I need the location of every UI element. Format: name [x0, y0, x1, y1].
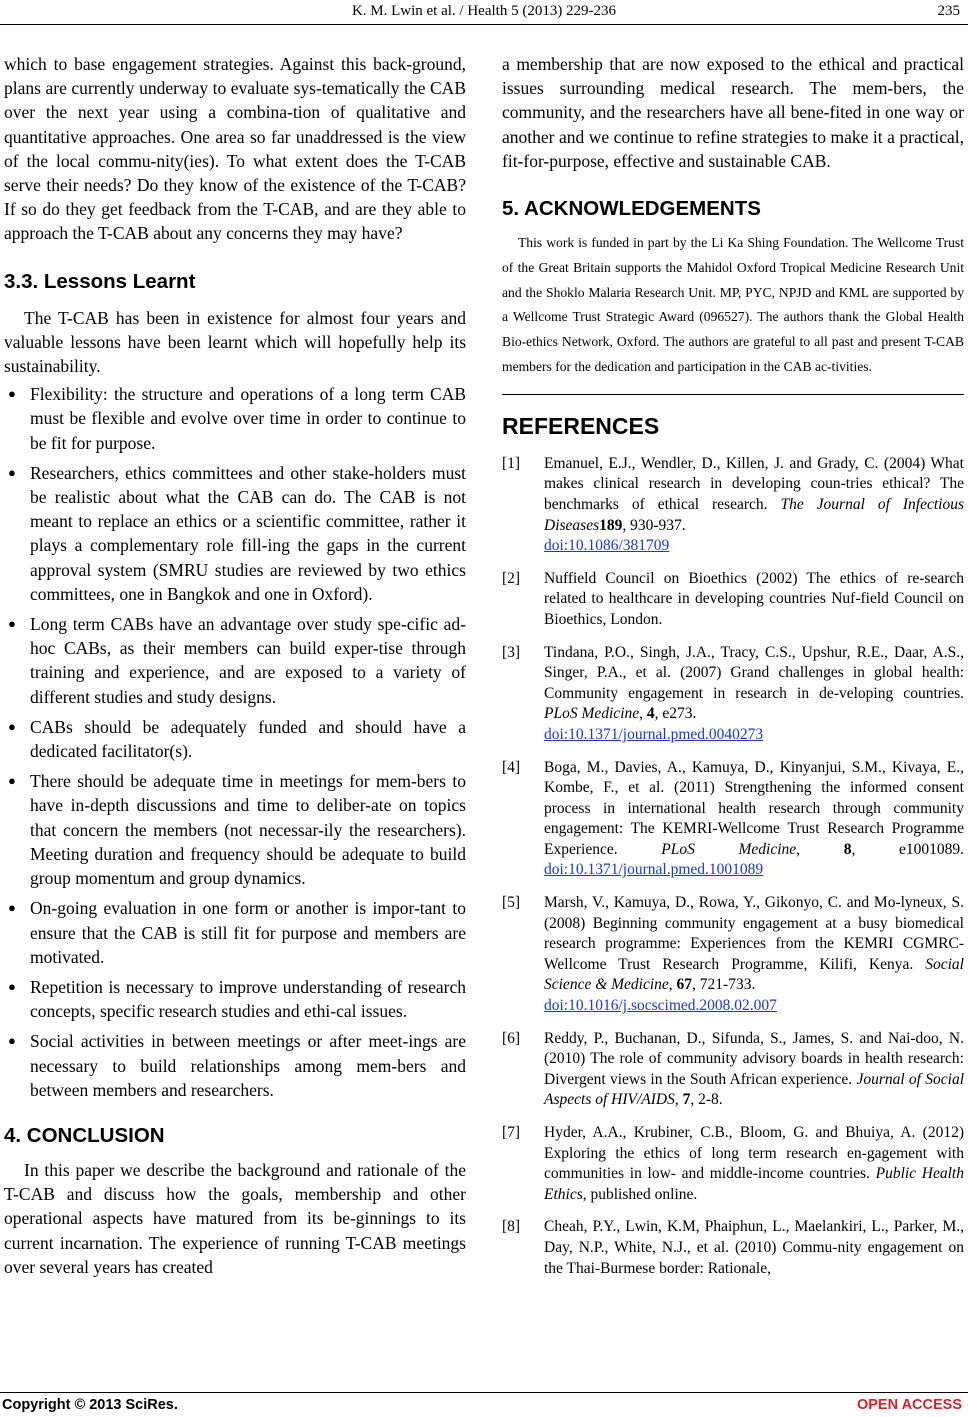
- reference-item: [502, 1217, 964, 1279]
- reference-pages: , 2-8.: [690, 1091, 723, 1109]
- reference-pages: , 930-937.: [622, 516, 686, 534]
- right-column: [502, 52, 964, 1291]
- reference-journal: The Journal of Infectious Diseases: [544, 495, 965, 534]
- reference-number: [2]: [502, 569, 521, 587]
- section-heading-acknowledgements: 5. ACKNOWLEDGEMENTS: [502, 197, 761, 221]
- reference-item: [5] Marsh, V., Kamuya, D., Rowa, Y., Gikonyo, C. and Mo-lyneux, S. (2008) Beginning community engagement at a busy biomedical research programme: Experiences from the KEMRI CGMRC-Wellcome Trust Research Programme, Kilifi, Kenya. Social Science & Medicine, 67, 721-733. doi:10.1016/j.socscimed.2008.02.007: [502, 894, 964, 1015]
- list-item-text: Flexibility: the structure and operations of a long term CAB must be flexible and evolve over time in order to continue to be fit for purpose.: [30, 384, 466, 453]
- page-number: 235: [937, 3, 960, 19]
- reference-volume: 189: [599, 516, 623, 534]
- left-column: [4, 52, 466, 1279]
- reference-journal: Public Health Ethics: [544, 1165, 964, 1203]
- open-access-label: OPEN ACCESS: [856, 1397, 962, 1413]
- reference-text: Emanuel, E.J., Wendler, D., Killen, J. and Grady, C. (2004) What makes clinical research in developing coun-tries ethical? The benchmarks of ethical research.: [544, 454, 964, 513]
- list-item-text: Social activities in between meetings or after meet-ings are necessary to build relationships among mem-bers and between members and researchers.: [30, 1031, 466, 1100]
- list-item: [4, 896, 466, 969]
- reference-list: [502, 454, 964, 1279]
- bullet-icon: ●: [8, 978, 16, 994]
- reference-item: [502, 1123, 964, 1205]
- doi-link[interactable]: doi:10.1371/journal.pmed.0040273: [544, 725, 764, 743]
- reference-number: [3]: [502, 643, 521, 661]
- reference-item: [4] Boga, M., Davies, A., Kamuya, D., Kinyanjui, S.M., Kivaya, E., Kombe, F., et al. (2011) Strengthening the informed consent process in international health research through community engagement: The KEMRI-Wellcome Trust Research Programme Experience. PLoS Medicine, 8, e1001089. doi:10.1371/journal.pmed.1001089: [502, 758, 964, 879]
- reference-journal: Journal of Social Aspects of HIV/AIDS: [544, 1070, 965, 1109]
- list-item: [4, 1029, 466, 1102]
- bullet-icon: ●: [8, 386, 16, 402]
- intro-paragraph: which to base engagement strategies. Against this back-ground, plans are currently underway to evaluate sys-tematically the CAB over the next year using a combina-tion of qualitative and quantitative approaches. One area so far unaddressed is the view of the local commu-nity(ies). To what extent does the T-CAB serve their needs? Do they know of the existence of the T-CAB? If so do they get feedback from the T-CAB, and are they able to approach the T-CAB about any concerns they may have?: [4, 54, 466, 244]
- reference-text: Hyder, A.A., Krubiner, C.B., Bloom, G. and Bhuiya, A. (2012) Exploring the ethics of long term research en-gagement with communities in low- and middle-income countries.: [544, 1124, 964, 1183]
- reference-number: [1]: [502, 454, 521, 472]
- reference-text: Nuffield Council on Bioethics (2002) The ethics of re-search related to healthcare in developing countries Nuf-field Council on Bioethics, London.: [544, 569, 964, 628]
- reference-item: [502, 569, 964, 631]
- reference-journal: PLoS Medicine: [661, 840, 797, 858]
- reference-journal: PLoS Medicine: [544, 705, 640, 723]
- list-item-text: Long term CABs have an advantage over study spe-cific ad-hoc CABs, as their members can build exper-tise through training and experience, and are exposed to a variety of different studies and study designs.: [30, 614, 466, 707]
- reference-item: [3] Tindana, P.O., Singh, J.A., Tracy, C.S., Upshur, R.E., Daar, A.S., Singer, P.A., et al. (2007) Grand challenges in global health: Community engagement in research in de-veloping countries. PLoS Medicine, 4, e273. doi:10.1371/journal.pmed.0040273: [502, 643, 964, 743]
- bullet-icon: ●: [8, 464, 16, 480]
- reference-text: Tindana, P.O., Singh, J.A., Tracy, C.S., Upshur, R.E., Daar, A.S., Singer, P.A., et al. (2007) Grand challenges in global health: Community engagement in research in de-veloping countries.: [544, 643, 964, 702]
- reference-pages: , 721-733.: [692, 976, 756, 994]
- reference-text: Boga, M., Davies, A., Kamuya, D., Kinyanjui, S.M., Kivaya, E., Kombe, F., et al. (2011) Strengthening the informed consent process in international health research through community engagement: The KEMRI-Wellcome Trust Research Programme Experience.: [544, 758, 964, 858]
- copyright-notice: Copyright © 2013 SciRes.: [2, 1397, 178, 1413]
- section-divider: [502, 394, 964, 395]
- page-footer: [0, 1392, 968, 1417]
- section-heading-lessons: 3.3. Lessons Learnt: [4, 269, 196, 293]
- reference-volume: 4: [646, 705, 655, 723]
- list-item: [4, 715, 466, 763]
- list-item-text: On-going evaluation in one form or another is impor-tant to ensure that the CAB is still fit for purpose and members are motivated.: [30, 898, 466, 967]
- list-item: [4, 461, 466, 606]
- reference-text: Reddy, P., Buchanan, D., Sifunda, S., James, S. and Nai-doo, N. (2010) The role of community advisory boards in health research: Divergent views in the South African experience.: [544, 1029, 964, 1088]
- reference-volume: 8: [843, 840, 852, 858]
- list-item-text: There should be adequate time in meetings for mem-bers to have in-depth discussions and time to deliber-ate on topics that concern the members (not necessar-ily the researchers). Meeting duration and frequency should be adequate to build group momentum and group dynamics.: [30, 771, 466, 889]
- references-heading: REFERENCES: [502, 412, 660, 439]
- list-item-text: Repetition is necessary to improve understanding of research concepts, specific research studies and ethi-cal issues.: [30, 976, 466, 1022]
- bullet-icon: ●: [8, 773, 16, 789]
- reference-volume: 67: [676, 976, 693, 994]
- reference-volume: 7: [682, 1091, 691, 1109]
- bullet-icon: ●: [8, 1033, 16, 1049]
- reference-text: Marsh, V., Kamuya, D., Rowa, Y., Gikonyo, C. and Mo-lyneux, S. (2008) Beginning community engagement at a busy biomedical research programme: Experiences from the KEMRI CGMRC-Wellcome Trust Research Programme, Kilifi, Kenya.: [544, 894, 964, 973]
- doi-link[interactable]: doi:10.1086/381709: [544, 537, 670, 555]
- lessons-intro-paragraph: The T-CAB has been in existence for almost four years and valuable lessons have been learnt which will hopefully help its sustainability.: [4, 307, 466, 377]
- list-item-text: CABs should be adequately funded and should have a dedicated facilitator(s).: [30, 716, 466, 762]
- acknowledgements-paragraph: This work is funded in part by the Li Ka Shing Foundation. The Wellcome Trust of the Great Britain supports the Mahidol Oxford Tropical Medicine Research Unit and the Shoklo Malaria Research Unit. MP, PYC, NPJD and KML are supported by a Wellcome Trust Strategic Award (096527). The authors thank the Global Health Bio-ethics Network, Oxford. The authors are grateful to all past and present T-CAB members for the dedication and participation in the CAB ac-tivities.: [502, 235, 964, 374]
- doi-link[interactable]: doi:10.1371/journal.pmed.1001089: [544, 861, 764, 879]
- doi-link[interactable]: doi:10.1016/j.socscimed.2008.02.007: [544, 997, 777, 1015]
- section-heading-conclusion: 4. CONCLUSION: [4, 1123, 165, 1147]
- list-item-text: Researchers, ethics committees and other stake-holders must be realistic about what the CAB can do. The CAB is not meant to replace an ethics or a scientific committee, rather it plays a complementary role fill-ing the gaps in the current approval system (SMRU studies are reviewed by two ethics committees, one in Bangkok and one in Oxford).: [30, 462, 466, 604]
- list-item: [4, 382, 466, 455]
- bullet-icon: ●: [8, 718, 16, 734]
- list-item: [4, 769, 466, 890]
- reference-pages: , e273.: [654, 705, 697, 723]
- reference-item: [502, 454, 964, 557]
- continuation-paragraph: a membership that are now exposed to the ethical and practical issues surrounding medical research. The mem-bers, the community, and the researchers have all bene-fited in one way or another and we continue to refine strategies to make it a practical, fit-for-purpose, effective and sustainable CAB.: [502, 54, 964, 171]
- lessons-list: [4, 382, 466, 1102]
- list-item: [4, 612, 466, 709]
- reference-item: [6] Reddy, P., Buchanan, D., Sifunda, S., James, S. and Nai-doo, N. (2010) The role of community advisory boards in health research: Divergent views in the South African experience. Journal of Social Aspects of HIV/AIDS, 7, 2-8.: [502, 1029, 965, 1109]
- reference-number: [8]: [502, 1218, 521, 1236]
- reference-number: [6]: [502, 1029, 521, 1047]
- bullet-icon: ●: [8, 900, 16, 916]
- reference-pages: , e1001089.: [851, 840, 964, 858]
- reference-journal: Social Science & Medicine: [544, 955, 964, 994]
- list-item: [4, 975, 466, 1023]
- running-title: K. M. Lwin et al. / Health 5 (2013) 229-236: [351, 3, 617, 19]
- reference-number: [7]: [502, 1124, 521, 1142]
- conclusion-paragraph: In this paper we describe the background and rationale of the T-CAB and discuss how the goals, membership and other operational aspects have matured from its be-ginnings to its current incarnation. The experience of running T-CAB meetings over several years has created: [4, 1159, 466, 1277]
- reference-pages: , published online.: [582, 1185, 698, 1203]
- running-header: [0, 0, 968, 25]
- reference-number: [4]: [502, 758, 521, 776]
- bullet-icon: ●: [8, 616, 16, 632]
- reference-number: [5]: [502, 894, 521, 912]
- reference-text: Cheah, P.Y., Lwin, K.M, Phaiphun, L., Maelankiri, L., Parker, M., Day, N.P., White, N.J., et al. (2010) Commu-nity engagement on the Thai-Burmese border: Rationale,: [544, 1218, 964, 1277]
